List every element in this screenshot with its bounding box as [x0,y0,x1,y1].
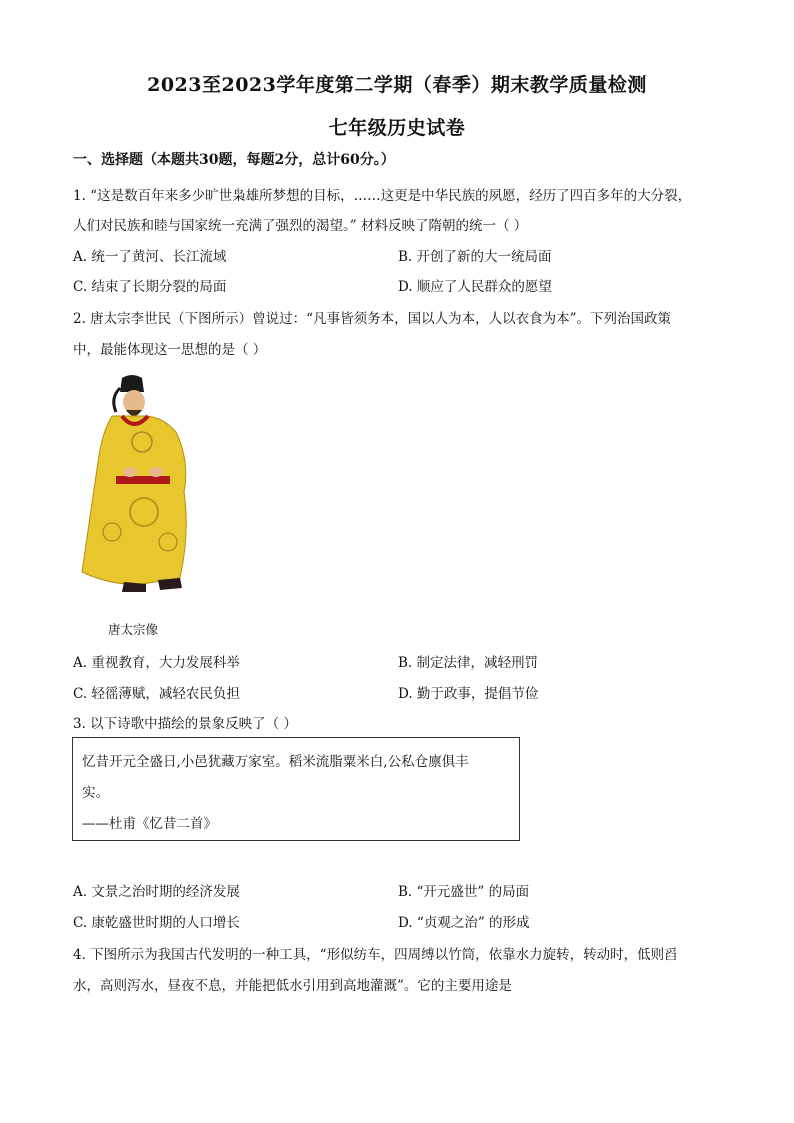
q1-option-c: C. 结束了长期分裂的局面 [73,279,227,295]
q3-stem-line1: 3. 以下诗歌中描绘的景象反映了（ ） [73,716,297,732]
q1-option-d: D. 顺应了人民群众的愿望 [398,279,552,295]
exam-title: 2023至2023学年度第二学期（春季）期末教学质量检测 [147,74,647,96]
q3-option-c: C. 康乾盛世时期的人口增长 [73,915,240,931]
q2-option-d: D. 勤于政事，提倡节俭 [398,686,539,702]
q2-stem-line2: 中，最能体现这一思想的是（ ） [73,342,267,358]
emperor-portrait [72,372,200,594]
q1-stem-line2: 人们对民族和睦与国家统一充满了强烈的渴望。” 材料反映了隋朝的统一（ ） [73,218,528,234]
q3-option-a: A. 文景之治时期的经济发展 [73,884,240,900]
q3-option-b: B. “开元盛世” 的局面 [398,884,530,900]
q2-option-c: C. 轻徭薄赋，减轻农民负担 [73,686,240,702]
q2-option-a: A. 重视教育，大力发展科举 [73,655,240,671]
poem-author: ——杜甫《忆昔二首》 [82,816,217,832]
q4-stem-line1: 4. 下图所示为我国古代发明的一种工具，“形似纺车，四周缚以竹筒，依靠水力旋转，转动时，低则舀 [73,947,678,963]
section-heading: 一、选择题（本题共30题，每题2分，总计60分。） [73,152,395,168]
q3-option-d: D. “贞观之治” 的形成 [398,915,530,931]
q1-option-b: B. 开创了新的大一统局面 [398,249,552,265]
q4-stem-line2: 水，高则泻水，昼夜不息，并能把低水引用到高地灌溉”。它的主要用途是 [73,978,512,994]
exam-subtitle: 七年级历史试卷 [328,117,466,139]
q2-option-b: B. 制定法律，减轻刑罚 [398,655,539,671]
poem-line1: 忆昔开元全盛日,小邑犹藏万家室。稻米流脂粟米白,公私仓廪俱丰 [82,754,469,770]
portrait-caption: 唐太宗像 [108,622,159,637]
poem-line2: 实。 [82,785,109,801]
q1-option-a: A. 统一了黄河、长江流域 [73,249,227,265]
q2-stem-line1: 2. 唐太宗李世民（下图所示）曾说过：“凡事皆须务本，国以人为本，人以衣食为本”。下列治国政策 [73,311,671,327]
q1-stem-line1: 1. “这是数百年来多少旷世枭雄所梦想的目标，……这更是中华民族的夙愿，经历了四百多年的大分裂， [73,188,692,204]
